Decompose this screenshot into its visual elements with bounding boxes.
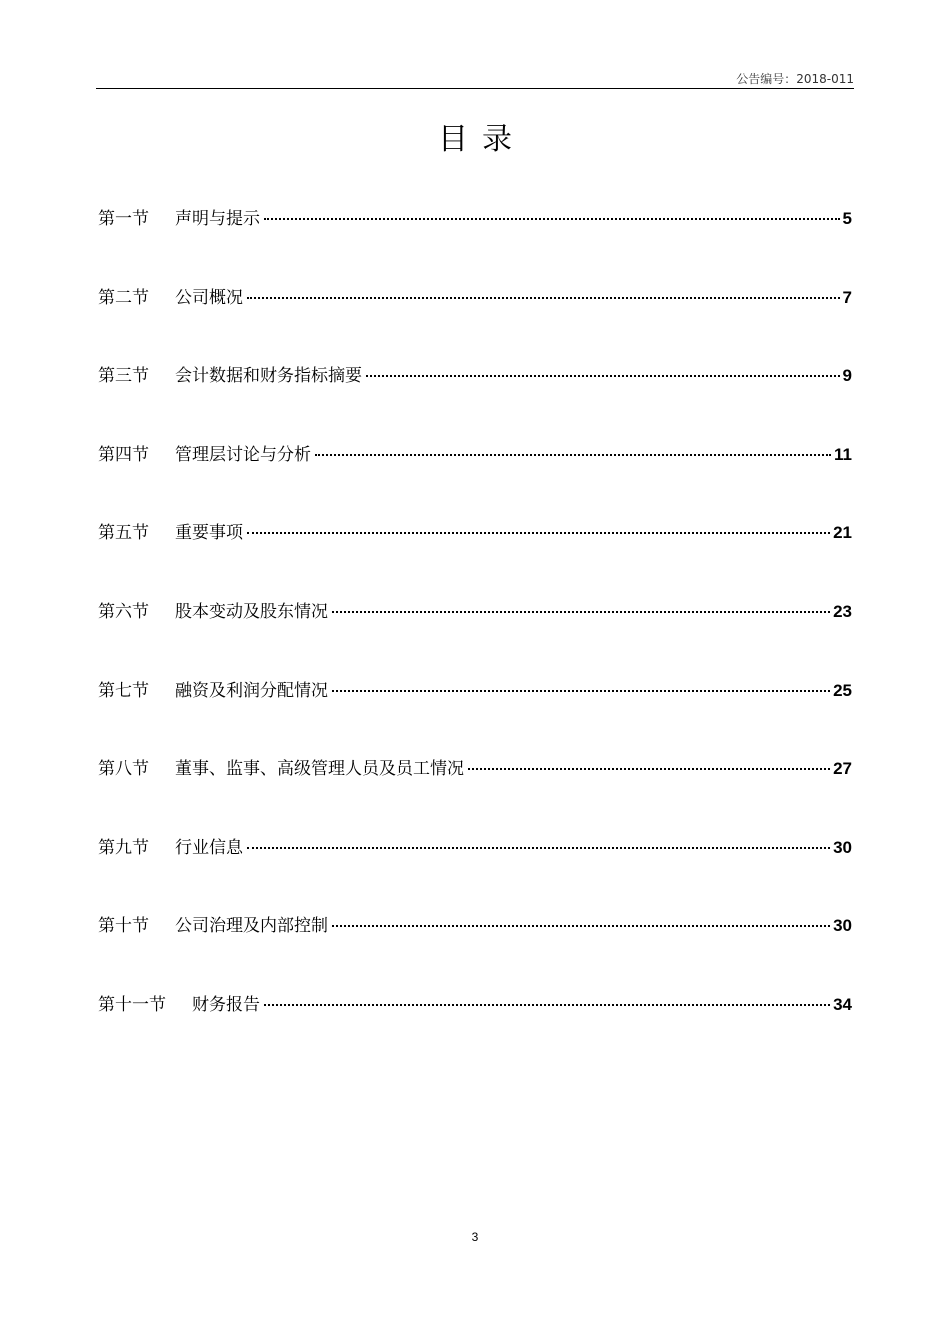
dot-leader bbox=[332, 611, 830, 613]
toc-entry-8[interactable] bbox=[98, 754, 852, 833]
toc-page-number: 25 bbox=[833, 680, 852, 700]
toc-page-number: 7 bbox=[842, 287, 852, 307]
toc-page-number: 11 bbox=[834, 444, 852, 464]
dot-leader bbox=[468, 768, 830, 770]
toc-entry-7[interactable] bbox=[98, 676, 852, 755]
toc-page-number: 21 bbox=[833, 523, 852, 543]
table-of-contents bbox=[98, 204, 852, 1069]
toc-entry-6[interactable] bbox=[98, 597, 852, 676]
dot-leader bbox=[332, 690, 830, 692]
dot-leader bbox=[315, 454, 831, 456]
toc-page-number: 30 bbox=[833, 916, 852, 936]
toc-page-number: 34 bbox=[833, 994, 852, 1014]
toc-section-label: 第四节 bbox=[98, 444, 149, 465]
toc-entry-3[interactable] bbox=[98, 361, 852, 440]
dot-leader bbox=[264, 218, 840, 220]
toc-section-label: 第一节 bbox=[98, 209, 149, 229]
toc-section-title: 会计数据和财务指标摘要 bbox=[175, 366, 362, 387]
toc-section-title: 公司治理及内部控制 bbox=[175, 916, 328, 937]
dot-leader bbox=[264, 1004, 830, 1006]
announcement-number: 公告编号：2018-011 bbox=[736, 72, 854, 86]
toc-section-label: 第八节 bbox=[98, 759, 149, 780]
toc-entry-1[interactable] bbox=[98, 204, 852, 283]
toc-section-title: 公司概况 bbox=[175, 287, 243, 308]
toc-section-label: 第十节 bbox=[98, 916, 149, 937]
toc-section-title: 声明与提示 bbox=[175, 209, 260, 229]
toc-section-label: 第七节 bbox=[98, 680, 149, 701]
toc-section-label: 第三节 bbox=[98, 366, 149, 387]
page-number: 3 bbox=[471, 1230, 479, 1244]
page-title: 目录 bbox=[438, 122, 526, 157]
dot-leader bbox=[247, 532, 830, 534]
toc-section-title: 融资及利润分配情况 bbox=[175, 680, 328, 701]
toc-section-label: 第十一节 bbox=[98, 994, 166, 1015]
toc-section-title: 股本变动及股东情况 bbox=[175, 601, 328, 622]
dot-leader bbox=[366, 375, 840, 377]
toc-section-title: 财务报告 bbox=[192, 994, 260, 1015]
toc-section-title: 管理层讨论与分析 bbox=[175, 444, 311, 465]
toc-entry-10[interactable] bbox=[98, 911, 852, 990]
toc-section-label: 第五节 bbox=[98, 523, 149, 544]
toc-page-number: 27 bbox=[833, 759, 852, 779]
toc-section-label: 第九节 bbox=[98, 837, 149, 858]
toc-page-number: 5 bbox=[842, 209, 852, 228]
dot-leader bbox=[247, 297, 840, 299]
toc-section-label: 第二节 bbox=[98, 287, 149, 308]
toc-page-number: 30 bbox=[833, 837, 852, 857]
toc-section-label: 第六节 bbox=[98, 601, 149, 622]
header-divider bbox=[96, 88, 854, 89]
toc-page-number: 23 bbox=[833, 601, 852, 621]
toc-entry-5[interactable] bbox=[98, 518, 852, 597]
toc-entry-2[interactable] bbox=[98, 283, 852, 362]
toc-section-title: 董事、监事、高级管理人员及员工情况 bbox=[175, 759, 464, 780]
toc-entry-4[interactable] bbox=[98, 440, 852, 519]
dot-leader bbox=[247, 847, 830, 849]
toc-section-title: 重要事项 bbox=[175, 523, 243, 544]
toc-page-number: 9 bbox=[842, 366, 852, 386]
dot-leader bbox=[332, 925, 830, 927]
toc-entry-11[interactable] bbox=[98, 990, 852, 1069]
toc-section-title: 行业信息 bbox=[175, 837, 243, 858]
toc-entry-9[interactable] bbox=[98, 833, 852, 912]
